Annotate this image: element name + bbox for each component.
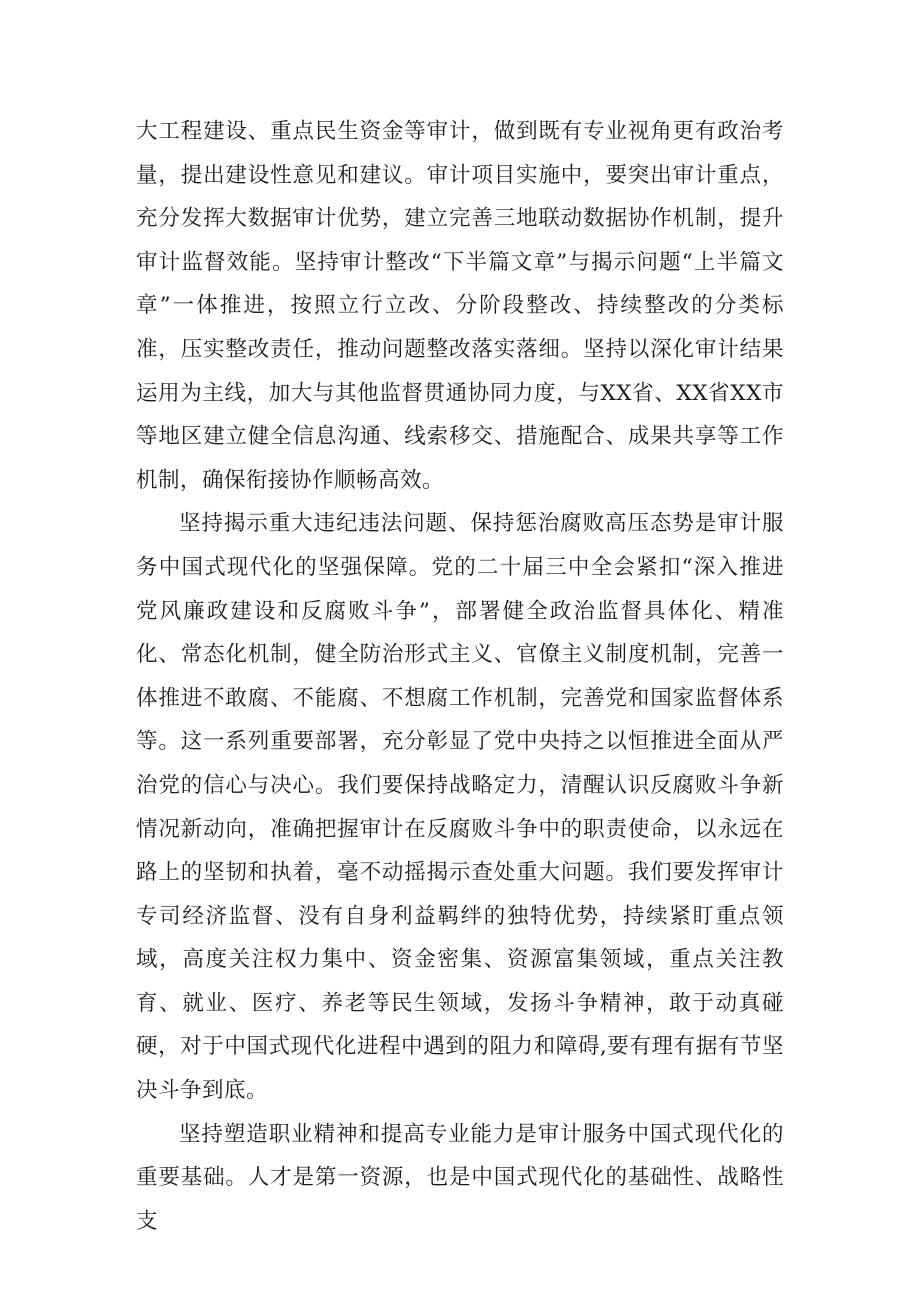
- paragraph-professional-capacity: 坚持塑造职业精神和提高专业能力是审计服务中国式现代化的重要基础。人才是第一资源，也是中国式现代化的基础性、战略性支: [136, 1121, 784, 1234]
- paragraph-audit-rectification: 大工程建设、重点民生资金等审计，做到既有专业视角更有政治考量，提出建设性意见和建议。审计项目实施中，要突出审计重点，充分发挥大数据审计优势，建立完善三地联动数据协作机制，提升审计监督效能。坚持审计整改“下半篇文章”与揭示问题“上半篇文章”一体推进，按照立行立改、分阶段整改、持续整改的分类标准，压实整改责任，推动问题整改落实落细。坚持以深化审计结果运用为主线，加大与其他监督贯通协同力度，与XX省、XX省XX市等地区建立健全信息沟通、线索移交、措施配合、成果共享等工作机制，确保衔接协作顺畅高效。: [136, 119, 784, 493]
- document-body: [136, 110, 784, 1243]
- paragraph-anti-corruption: 坚持揭示重大违纪违法问题、保持惩治腐败高压态势是审计服务中国式现代化的坚强保障。党的二十届三中全会紧扣“深入推进党风廉政建设和反腐败斗争”，部署健全政治监督具体化、精准化、常态化机制，健全防治形式主义、官僚主义制度机制，完善一体推进不敢腐、不能腐、不想腐工作机制，完善党和国家监督体系等。这一系列重要部署，充分彰显了党中央持之以恒推进全面从严治党的信心与决心。我们要保持战略定力，清醒认识反腐败斗争新情况新动向，准确把握审计在反腐败斗争中的职责使命，以永远在路上的坚韧和执着，毫不动摇揭示查处重大问题。我们要发挥审计专司经济监督、没有自身利益羁绊的独特优势，持续紧盯重点领域，高度关注权力集中、资金密集、资源富集领域，重点关注教育、就业、医疗、养老等民生领域，发扬斗争精神，敢于动真碰硬，对于中国式现代化进程中遇到的阻力和障碍,要有理有据有节坚决斗争到底。: [136, 511, 784, 1104]
